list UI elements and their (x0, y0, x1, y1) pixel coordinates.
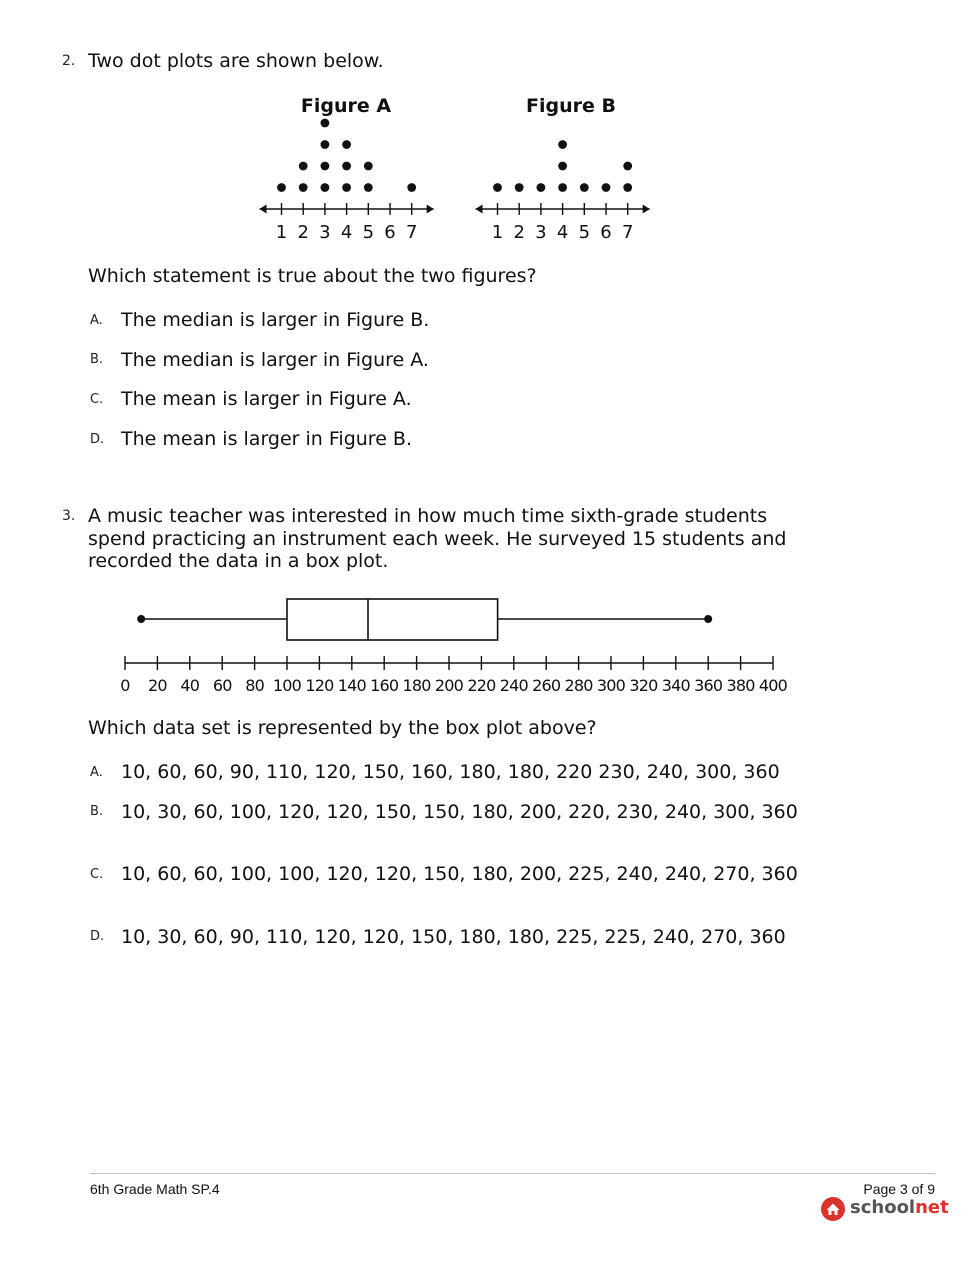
figure-b-tick-label: 7 (621, 222, 634, 243)
box-plot-tick-label: 340 (661, 676, 690, 695)
schoolnet-logo-icon (820, 1196, 846, 1222)
figure-a-tick-label: 6 (384, 222, 396, 243)
box-plot-tick-label: 140 (337, 676, 366, 695)
iqr-box (287, 599, 498, 640)
box-plot-tick-label: 20 (148, 676, 167, 695)
figure-a-tick-label: 4 (340, 222, 353, 243)
figure-b-tick-label: 3 (535, 222, 547, 243)
question-2-number: 2. (62, 53, 76, 69)
box-plot-tick-label: 120 (305, 676, 334, 695)
q3-choice-d[interactable]: 10, 30, 60, 90, 110, 120, 120, 150, 180, 180, 225, 225, 240, 270, 360 (121, 926, 786, 948)
figure-b-dot (580, 183, 589, 192)
q3-choice-b[interactable]: 10, 30, 60, 100, 120, 120, 150, 150, 180, 200, 220, 230, 240, 300, 360 (121, 801, 798, 823)
choice-letter: B. (90, 352, 104, 367)
figure-b-dot (602, 183, 611, 192)
box-plot-tick-label: 60 (212, 676, 232, 695)
figure-a-title: Figure A (300, 95, 392, 117)
box-plot-tick-label: 280 (564, 676, 593, 695)
max-point (704, 615, 712, 623)
figure-b-axis-arrow-right (643, 205, 650, 214)
figure-a-dot (342, 183, 351, 192)
figure-a-dot (321, 162, 330, 171)
box-plot-tick-label: 40 (180, 676, 200, 695)
figure-b-tick-label: 6 (600, 222, 612, 243)
question-3-number: 3. (62, 508, 76, 524)
figure-b-tick-label: 5 (578, 222, 591, 243)
q3-choice-a[interactable]: 10, 60, 60, 90, 110, 120, 150, 160, 180, 180, 220 230, 240, 300, 360 (121, 761, 780, 783)
figure-a-axis-arrow-left (260, 205, 267, 214)
figure-b-dot (558, 140, 567, 149)
figure-b-dot (623, 162, 632, 171)
brand-school: school (850, 1197, 916, 1218)
footer-divider (90, 1173, 935, 1174)
box-plot-tick-label: 180 (402, 676, 431, 695)
schoolnet-logo (820, 1195, 949, 1223)
q2-choice-a[interactable]: The median is larger in Figure B. (121, 309, 430, 331)
figure-a-dot (321, 119, 330, 128)
q2-choice-b[interactable]: The median is larger in Figure A. (121, 349, 429, 371)
figure-b-title: Figure B (526, 95, 616, 117)
figure-b-dot (623, 183, 632, 192)
choice-letter: C. (90, 392, 104, 407)
question-2-prompt: Two dot plots are shown below. (88, 50, 384, 72)
choice-letter: D. (90, 929, 105, 944)
question-2-question: Which statement is true about the two figures? (88, 265, 537, 287)
schoolnet-wordmark (850, 1197, 949, 1218)
box-plot-tick-label: 100 (272, 676, 302, 695)
figure-b-dot (558, 183, 567, 192)
figure-a-dot (321, 140, 330, 149)
choice-letter: A. (90, 765, 103, 780)
choice-letter: B. (90, 804, 104, 819)
choice-letter: D. (90, 432, 105, 447)
figure-a-dot (277, 183, 286, 192)
box-plot-tick-label: 80 (245, 676, 264, 695)
figure-b-dot (515, 183, 524, 192)
brand-net: net (915, 1197, 949, 1218)
figure-b-dot (493, 183, 502, 192)
box-plot-tick-label: 160 (370, 676, 399, 695)
figure-b-tick-label: 4 (556, 222, 569, 243)
figure-b-axis-arrow-left (476, 205, 483, 214)
figure-a-dot (342, 140, 351, 149)
dot-plots-figure (0, 0, 979, 260)
box-plot-tick-label: 0 (120, 676, 130, 695)
figure-a-dot (364, 162, 373, 171)
box-plot-tick-label: 380 (726, 676, 755, 695)
q2-choice-d[interactable]: The mean is larger in Figure B. (121, 428, 413, 450)
figure-a-dot (299, 183, 308, 192)
q2-choice-c[interactable]: The mean is larger in Figure A. (121, 388, 412, 410)
box-plot-tick-label: 300 (596, 676, 626, 695)
figure-a-tick-label: 1 (275, 222, 288, 243)
figure-a-dot (299, 162, 308, 171)
box-plot-tick-label: 220 (467, 676, 496, 695)
question-3-prompt: A music teacher was interested in how much time sixth-grade students spend practicing an instrument each week. He surveyed 15 students and recorded the data in a box plot. (88, 505, 787, 572)
figure-a-dot (364, 183, 373, 192)
question-3-question: Which data set is represented by the box plot above? (88, 717, 597, 739)
footer-course: 6th Grade Math SP.4 (90, 1181, 220, 1197)
box-plot-tick-label: 400 (758, 676, 788, 695)
box-plot-tick-label: 320 (629, 676, 658, 695)
figure-a-tick-label: 7 (405, 222, 418, 243)
figure-a-dot (407, 183, 416, 192)
box-plot-figure (0, 580, 979, 705)
figure-a-tick-label: 2 (297, 222, 309, 243)
figure-a-axis-arrow-right (427, 205, 434, 214)
box-plot-tick-label: 260 (532, 676, 561, 695)
figure-b-tick-label: 1 (491, 222, 504, 243)
footer-page-number: Page 3 of 9 (863, 1181, 935, 1197)
box-plot-tick-label: 200 (434, 676, 464, 695)
box-plot-tick-label: 360 (694, 676, 723, 695)
min-point (137, 615, 145, 623)
choice-letter: C. (90, 867, 104, 882)
figure-b-dot (537, 183, 546, 192)
figure-b-dot (558, 162, 567, 171)
figure-a-tick-label: 3 (319, 222, 331, 243)
figure-a-dot (321, 183, 330, 192)
figure-b-tick-label: 2 (513, 222, 525, 243)
figure-a-tick-label: 5 (362, 222, 375, 243)
box-plot-tick-label: 240 (499, 676, 528, 695)
figure-a-dot (342, 162, 351, 171)
q3-choice-c[interactable]: 10, 60, 60, 100, 100, 120, 120, 150, 180, 200, 225, 240, 240, 270, 360 (121, 863, 798, 885)
choice-letter: A. (90, 313, 103, 328)
